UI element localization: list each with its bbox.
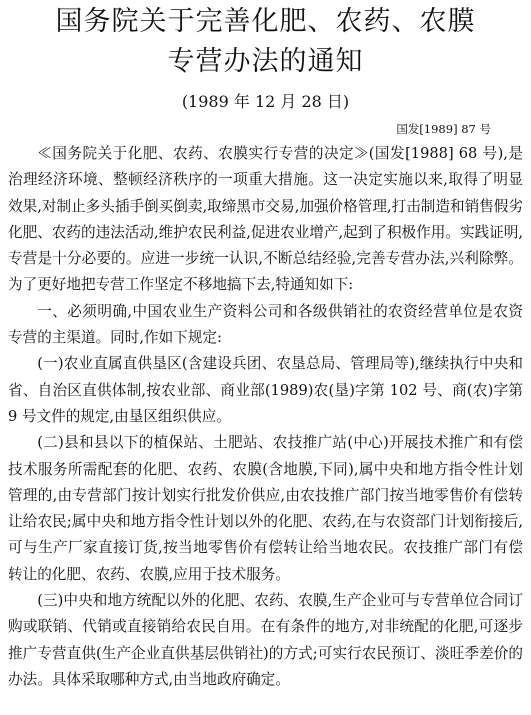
paragraph-item-1: (一)农业直属直供垦区(含建设兵团、农垦总局、管理局等),继续执行中央和省、自治区直供体制,按农业部、商业部(1989)农(垦)字第 102 号、商(农)字第 9 号文件的规定,由垦区组织供应。 (8, 355, 523, 425)
paragraph-item-3: (三)中央和地方统配以外的化肥、农药、农膜,生产企业可与专营单位合同订购或联销、代销或直接销给农民自用。在有条件的地方,对非统配的化肥,可逐步推广专营直供(生产企业直供基层供销社)的方式;可实行农民预订、淡旺季差价的办法。具体采取哪种方式,由当地政府确定。 (8, 592, 523, 688)
paragraph-section-1: 一、必须明确,中国农业生产资料公司和各级供销社的农资经营单位是农资专营的主渠道。同时,作如下规定: (8, 302, 523, 347)
document-title-line-1: 国务院关于完善化肥、农药、农膜 (55, 6, 476, 37)
document-date: (1989 年 12 月 28 日) (181, 92, 350, 111)
paragraph-intro: ≪国务院关于化肥、农药、农膜实行专营的决定≫(国发[1988] 68 号),是治理经济环境、整顿经济秩序的一项重大措施。这一决定实施以来,取得了明显效果,对制止多头插手倒买倒卖,取缔黑市交易,加强价格管理,打击制造和销售假劣化肥、农药的违法活动,维护农民利益,促进农业增产,起到了积极作用。实践证明,专营是十分必要的。应进一步统一认识,不断总结经验,完善专营办法,兴利除弊。为了更好地把专营工作坚定不移地搞下去,特通知如下: (8, 145, 523, 294)
document-number: 国发[1989] 87 号 (396, 122, 491, 136)
document-body (8, 141, 523, 693)
document-title-line-2: 专营办法的通知 (167, 46, 364, 77)
paragraph-item-2: (二)县和县以下的植保站、土肥站、农技推广站(中心)开展技术推广和有偿技术服务所需配套的化肥、农药、农膜(含地膜,下同),属中央和地方指令性计划管理的,由专营部门按计划实行批发价供应,由农技推广部门按当地零售价有偿转让给农民;属中央和地方指令性计划以外的化肥、农药,在与农资部门计划衔接后,可与生产厂家直接订货,按当地零售价有偿转让给当地农民。农技推广部门有偿转让的化肥、农药、农膜,应用于技术服务。 (8, 434, 523, 583)
